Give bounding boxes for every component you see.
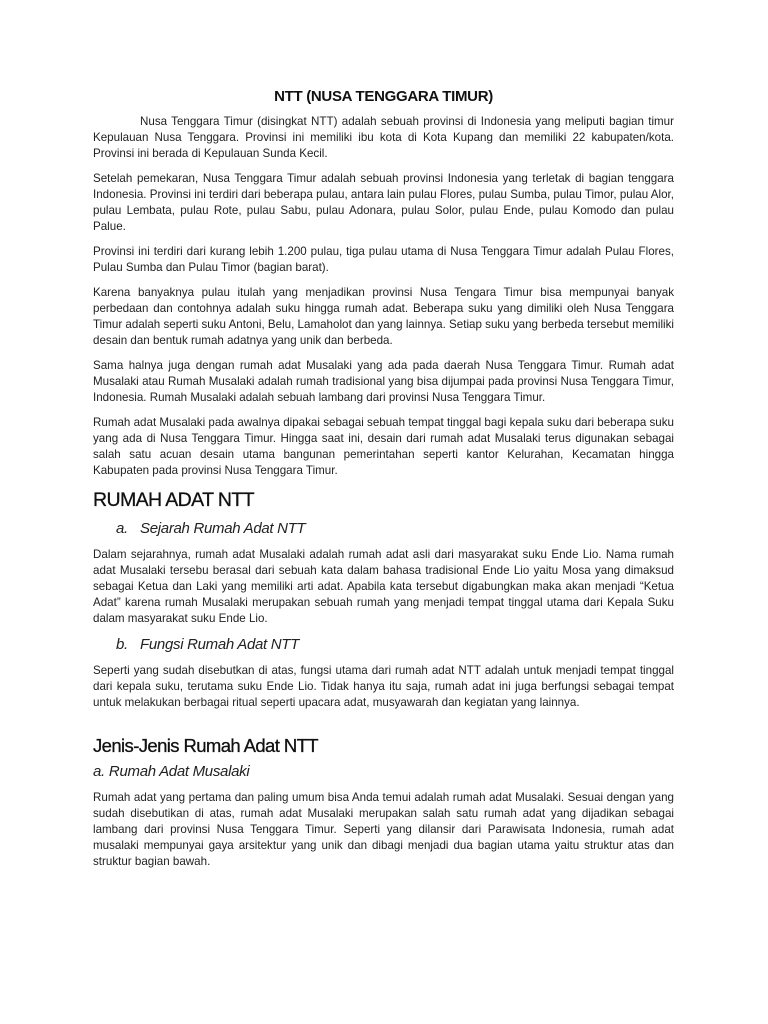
intro-paragraph-4: Karena banyaknya pulau itulah yang menjadikan provinsi Nusa Tengara Timur bisa mempunyai banyak perbedaan dan contohnya adalah suku hingga rumah adat. Beberapa suku yang dimiliki oleh Nusa Tenggara Timur adalah seperti suku Antoni, Belu, Lamaholot dan yang lainnya. Setiap suku yang berbeda tersebut memiliki desain dan bentuk rumah adatnya yang unik dan berbeda. bbox=[93, 286, 674, 347]
intro-paragraph-2: Setelah pemekaran, Nusa Tenggara Timur adalah sebuah provinsi Indonesia yang terletak di bagian tenggara Indonesia. Provinsi ini terdiri dari beberapa pulau, antara lain pulau Flores, pulau Sumba, pulau Timor, pulau Alor, pulau Lembata, pulau Rote, pulau Sabu, pulau Adonara, pulau Solor, pulau Ende, pulau Komodo dan pulau Palue. bbox=[93, 172, 674, 233]
subheading-number: a. bbox=[93, 763, 105, 780]
sejarah-paragraph: Dalam sejarahnya, rumah adat Musalaki adalah rumah adat asli dari masyarakat suku Ende Lio. Nama rumah adat Musalaki tersebu berasal dari sebuah kata dalam bahasa tradisional Ende Lio yaitu Mosa yang dimaksud sebagai Ketua dan Laki yang memiliki arti adat. Apabila kata tersebut digabungkan maka akan menjadi “Ketua Adat” karena rumah Musalaki merupakan sebuah rumah yang menjadi tempat tinggal utama dari Kepala Suku dalam masyarakat suku Ende Lio. bbox=[93, 548, 674, 625]
musalaki-paragraph: Rumah adat yang pertama dan paling umum bisa Anda temui adalah rumah adat Musalaki. Sesuai dengan yang sudah disebutikan di atas, rumah adat Musalaki merupakan salah satu rumah adat yang dijadikan sebagai lambang dari provinsi Nusa Tenggara Timur. Seperti yang dilansir dari Parawisata Indonesia, rumah adat musalaki mempunyai gaya arsitektur yang unik dan dibagi menjadi dua bagian utama yaitu struktur atas dan struktur bagian bawah. bbox=[93, 791, 674, 868]
subheading-title: Fungsi Rumah Adat NTT bbox=[140, 636, 300, 653]
document-page bbox=[93, 88, 674, 879]
subheading-fungsi bbox=[116, 636, 674, 653]
section-heading-jenis: Jenis-Jenis Rumah Adat NTT bbox=[93, 735, 318, 756]
section-heading-rumah-adat: RUMAH ADAT NTT bbox=[93, 489, 254, 511]
intro-paragraph-3: Provinsi ini terdiri dari kurang lebih 1.200 pulau, tiga pulau utama di Nusa Tenggara Timur adalah Pulau Flores, Pulau Sumba dan Pulau Timor (bagian barat). bbox=[93, 245, 674, 274]
fungsi-paragraph: Seperti yang sudah disebutkan di atas, fungsi utama dari rumah adat NTT adalah untuk menjadi tempat tinggal dari kepala suku, terutama suku Ende Lio. Tidak hanya itu saja, rumah adat ini juga berfungsi sebagai tempat untuk melakukan berbagai ritual seperti upacara adat, musyawarah dan kegiatan yang lainnya. bbox=[93, 664, 674, 709]
subheading-sejarah bbox=[116, 520, 674, 537]
subheading-musalaki bbox=[93, 763, 674, 780]
subheading-title: Rumah Adat Musalaki bbox=[108, 763, 250, 780]
intro-paragraph-6: Rumah adat Musalaki pada awalnya dipakai sebagai sebuah tempat tinggal bagi kepala suku dari beberapa suku yang ada di Nusa Tenggara Timur. Hingga saat ini, desain dari rumah adat Musalaki terus digunakan sebagai salah satu acuan desain utama bangunan pemerintahan seperti kantor Kelurahan, Kecamatan hingga Kabupaten pada provinsi Nusa Tenggara Timur. bbox=[93, 416, 674, 477]
subheading-number: a. bbox=[116, 520, 128, 537]
intro-paragraph-1: Nusa Tenggara Timur (disingkat NTT) adalah sebuah provinsi di Indonesia yang meliputi bagian timur Kepulauan Nusa Tenggara. Provinsi ini memiliki ibu kota di Kota Kupang dan memiliki 22 kabupaten/kota. Provinsi ini berada di Kepulauan Sunda Kecil. bbox=[93, 115, 674, 160]
intro-paragraph-5: Sama halnya juga dengan rumah adat Musalaki yang ada pada daerah Nusa Tenggara Timur. Rumah adat Musalaki atau Rumah Musalaki adalah rumah tradisional yang bisa dijumpai pada provinsi Nusa Tenggara Timur, Indonesia. Rumah Musalaki adalah sebuah lambang dari provinsi Nusa Tenggara Timur. bbox=[93, 359, 674, 404]
document-title: NTT (NUSA TENGGARA TIMUR) bbox=[274, 88, 493, 105]
subheading-number: b. bbox=[116, 636, 128, 653]
subheading-title: Sejarah Rumah Adat NTT bbox=[140, 520, 306, 537]
